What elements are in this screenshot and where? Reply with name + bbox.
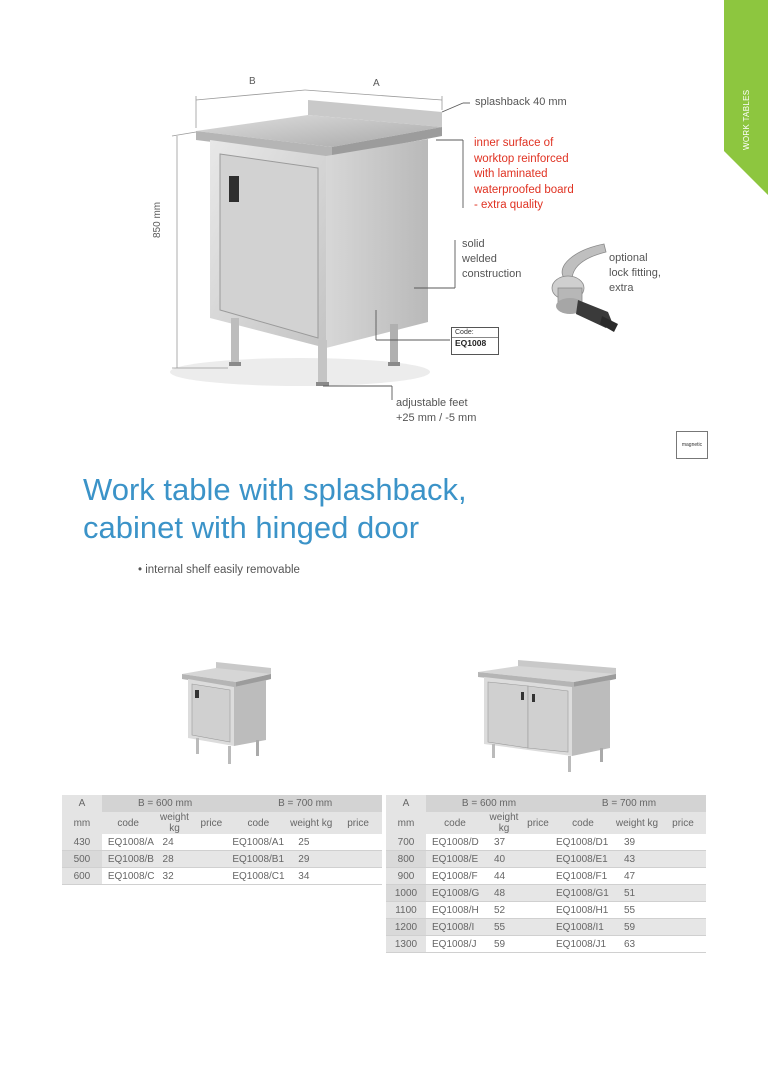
code-cell: EQ1008/D bbox=[426, 834, 484, 851]
magnetic-badge: magnetic bbox=[676, 431, 708, 459]
splashback-note: splashback 40 mm bbox=[475, 96, 567, 108]
code-cell: EQ1008/H1 bbox=[552, 902, 614, 919]
price-header: price bbox=[194, 812, 228, 834]
product-code-label: Code: bbox=[455, 329, 474, 336]
a-header: A bbox=[386, 795, 426, 812]
a-cell: 1000 bbox=[386, 885, 426, 902]
code-cell: EQ1008/G1 bbox=[552, 885, 614, 902]
price-cell bbox=[660, 868, 706, 885]
price-cell bbox=[660, 936, 706, 953]
price-cell bbox=[524, 902, 552, 919]
a-unit-header: mm bbox=[386, 812, 426, 834]
dimension-b-label: B bbox=[249, 76, 256, 87]
a-unit-header: mm bbox=[62, 812, 102, 834]
code-cell: EQ1008/F1 bbox=[552, 868, 614, 885]
code-header: code bbox=[552, 812, 614, 834]
product-code-box bbox=[451, 327, 499, 355]
price-cell bbox=[524, 851, 552, 868]
spec-table-left bbox=[62, 795, 382, 885]
b700-header: B = 700 mm bbox=[228, 795, 382, 812]
price-cell bbox=[524, 868, 552, 885]
code-header: code bbox=[102, 812, 155, 834]
weight-header: weight kg bbox=[288, 812, 334, 834]
a-cell: 1100 bbox=[386, 902, 426, 919]
code-cell: EQ1008/G bbox=[426, 885, 484, 902]
table-row bbox=[386, 834, 706, 851]
code-cell: EQ1008/F bbox=[426, 868, 484, 885]
product-title: Work table with splashback, cabinet with hinged door bbox=[83, 472, 467, 545]
code-cell: EQ1008/I1 bbox=[552, 919, 614, 936]
section-tab-label: WORK TABLES bbox=[742, 89, 751, 150]
a-cell: 900 bbox=[386, 868, 426, 885]
weight-cell: 59 bbox=[614, 919, 660, 936]
table-row bbox=[386, 868, 706, 885]
code-header: code bbox=[426, 812, 484, 834]
price-cell bbox=[660, 902, 706, 919]
price-header: price bbox=[660, 812, 706, 834]
code-cell: EQ1008/A bbox=[102, 834, 155, 851]
weight-cell: 29 bbox=[288, 851, 334, 868]
dimension-height-label: 850 mm bbox=[152, 201, 163, 238]
product-illustration bbox=[160, 80, 480, 400]
code-header: code bbox=[228, 812, 288, 834]
weight-cell: 59 bbox=[484, 936, 524, 953]
weight-cell: 47 bbox=[614, 868, 660, 885]
weight-header: weight kg bbox=[614, 812, 660, 834]
weight-cell: 32 bbox=[155, 868, 195, 885]
dimension-a-label: A bbox=[373, 78, 380, 89]
weight-cell: 55 bbox=[614, 902, 660, 919]
weight-cell: 55 bbox=[484, 919, 524, 936]
weight-cell: 24 bbox=[155, 834, 195, 851]
product-code-value: EQ1008 bbox=[452, 337, 498, 348]
weight-cell: 25 bbox=[288, 834, 334, 851]
price-cell bbox=[660, 834, 706, 851]
code-cell: EQ1008/D1 bbox=[552, 834, 614, 851]
code-cell: EQ1008/H bbox=[426, 902, 484, 919]
price-cell bbox=[194, 834, 228, 851]
price-cell bbox=[334, 868, 382, 885]
table-row bbox=[386, 851, 706, 868]
code-cell: EQ1008/C1 bbox=[228, 868, 288, 885]
weight-cell: 43 bbox=[614, 851, 660, 868]
table-row bbox=[62, 834, 382, 851]
code-cell: EQ1008/B1 bbox=[228, 851, 288, 868]
code-cell: EQ1008/I bbox=[426, 919, 484, 936]
code-cell: EQ1008/J bbox=[426, 936, 484, 953]
code-cell: EQ1008/C bbox=[102, 868, 155, 885]
weight-cell: 39 bbox=[614, 834, 660, 851]
weight-header: weight kg bbox=[484, 812, 524, 834]
b600-header: B = 600 mm bbox=[102, 795, 229, 812]
code-cell: EQ1008/A1 bbox=[228, 834, 288, 851]
a-cell: 600 bbox=[62, 868, 102, 885]
code-cell: EQ1008/E1 bbox=[552, 851, 614, 868]
price-cell bbox=[334, 851, 382, 868]
weight-cell: 52 bbox=[484, 902, 524, 919]
price-cell bbox=[660, 919, 706, 936]
a-cell: 430 bbox=[62, 834, 102, 851]
price-cell bbox=[660, 885, 706, 902]
weight-cell: 34 bbox=[288, 868, 334, 885]
price-cell bbox=[194, 868, 228, 885]
weight-cell: 44 bbox=[484, 868, 524, 885]
table-row bbox=[386, 902, 706, 919]
price-cell bbox=[524, 919, 552, 936]
b600-header: B = 600 mm bbox=[426, 795, 552, 812]
table-row bbox=[62, 851, 382, 868]
price-cell bbox=[334, 834, 382, 851]
weight-cell: 37 bbox=[484, 834, 524, 851]
construction-note: solid welded construction bbox=[462, 238, 522, 280]
price-cell bbox=[524, 834, 552, 851]
worktop-note: inner surface of worktop reinforced with laminated waterproofed board - extra quality bbox=[474, 137, 574, 211]
weight-cell: 28 bbox=[155, 851, 195, 868]
a-cell: 500 bbox=[62, 851, 102, 868]
weight-cell: 51 bbox=[614, 885, 660, 902]
price-cell bbox=[660, 851, 706, 868]
large-table-image bbox=[474, 656, 620, 774]
a-header: A bbox=[62, 795, 102, 812]
price-cell bbox=[524, 885, 552, 902]
price-header: price bbox=[524, 812, 552, 834]
table-row bbox=[62, 868, 382, 885]
price-cell bbox=[194, 851, 228, 868]
price-header: price bbox=[334, 812, 382, 834]
table-row bbox=[386, 885, 706, 902]
b700-header: B = 700 mm bbox=[552, 795, 706, 812]
lock-fitting-note: optional lock fitting, extra bbox=[609, 252, 661, 294]
weight-cell: 48 bbox=[484, 885, 524, 902]
a-cell: 800 bbox=[386, 851, 426, 868]
weight-header: weight kg bbox=[155, 812, 195, 834]
table-row bbox=[386, 919, 706, 936]
code-cell: EQ1008/J1 bbox=[552, 936, 614, 953]
a-cell: 700 bbox=[386, 834, 426, 851]
spec-table-right bbox=[386, 795, 706, 953]
small-table-image bbox=[176, 656, 276, 768]
adjustable-feet-note: adjustable feet +25 mm / -5 mm bbox=[396, 397, 477, 424]
feature-bullet: • internal shelf easily removable bbox=[138, 564, 300, 576]
weight-cell: 63 bbox=[614, 936, 660, 953]
code-cell: EQ1008/E bbox=[426, 851, 484, 868]
weight-cell: 40 bbox=[484, 851, 524, 868]
a-cell: 1200 bbox=[386, 919, 426, 936]
table-row bbox=[386, 936, 706, 953]
code-cell: EQ1008/B bbox=[102, 851, 155, 868]
price-cell bbox=[524, 936, 552, 953]
a-cell: 1300 bbox=[386, 936, 426, 953]
